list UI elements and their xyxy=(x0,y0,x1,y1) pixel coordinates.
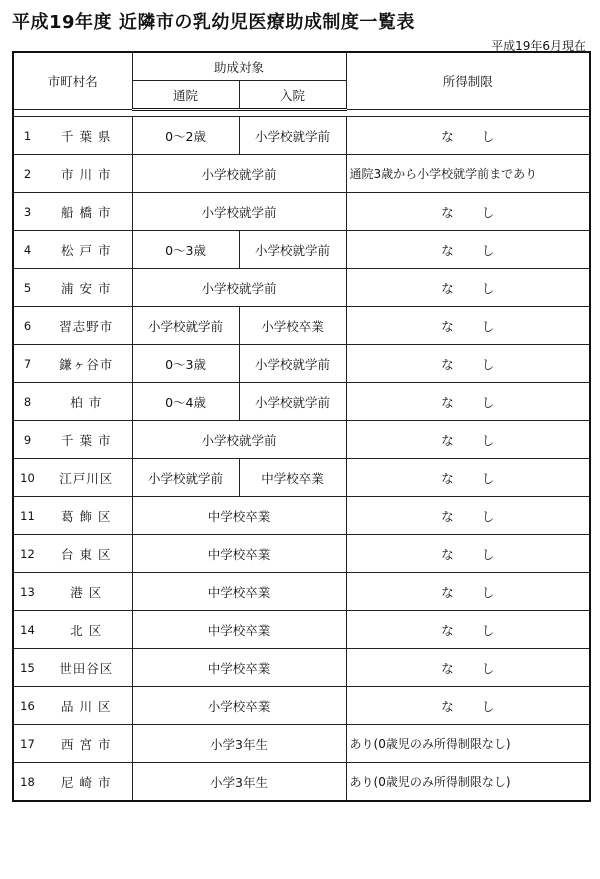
municipality-name: 江戸川区 xyxy=(41,459,132,497)
municipality-name: 市 川 市 xyxy=(41,155,132,193)
subsidy-target-both: 小学校就学前 xyxy=(132,269,346,307)
header-income-limit: 所得制限 xyxy=(346,52,590,110)
subsidy-inpatient: 中学校卒業 xyxy=(239,459,346,497)
header-outpatient: 通院 xyxy=(132,81,239,110)
table-row xyxy=(13,231,590,269)
income-limit: な し xyxy=(346,421,590,459)
header-subsidy-target: 助成対象 xyxy=(132,52,346,81)
table-row xyxy=(13,155,590,193)
subsidy-table xyxy=(12,51,591,802)
table-row xyxy=(13,421,590,459)
municipality-name: 世田谷区 xyxy=(41,649,132,687)
row-number: 11 xyxy=(13,497,41,535)
table-row xyxy=(13,573,590,611)
income-limit: な し xyxy=(346,649,590,687)
municipality-name: 浦 安 市 xyxy=(41,269,132,307)
table-row xyxy=(13,649,590,687)
table-row xyxy=(13,535,590,573)
row-number: 12 xyxy=(13,535,41,573)
municipality-name: 船 橋 市 xyxy=(41,193,132,231)
municipality-name: 柏 市 xyxy=(41,383,132,421)
subsidy-target-both: 中学校卒業 xyxy=(132,535,346,573)
table-row xyxy=(13,345,590,383)
row-number: 15 xyxy=(13,649,41,687)
income-limit: な し xyxy=(346,231,590,269)
row-number: 1 xyxy=(13,117,41,155)
subsidy-inpatient: 小学校卒業 xyxy=(239,307,346,345)
row-number: 14 xyxy=(13,611,41,649)
table-row xyxy=(13,459,590,497)
income-limit: な し xyxy=(346,383,590,421)
income-limit: あり(0歳児のみ所得制限なし) xyxy=(346,725,590,763)
municipality-name: 千 葉 市 xyxy=(41,421,132,459)
income-limit: な し xyxy=(346,307,590,345)
row-number: 9 xyxy=(13,421,41,459)
table-row xyxy=(13,117,590,155)
table-row xyxy=(13,269,590,307)
subsidy-target-both: 小学校卒業 xyxy=(132,687,346,725)
income-limit: な し xyxy=(346,687,590,725)
subsidy-inpatient: 小学校就学前 xyxy=(239,345,346,383)
table-row xyxy=(13,687,590,725)
income-limit: な し xyxy=(346,573,590,611)
table-row xyxy=(13,193,590,231)
as-of-date: 平成19年6月現在 xyxy=(491,39,586,53)
row-number: 3 xyxy=(13,193,41,231)
income-limit: な し xyxy=(346,535,590,573)
income-limit: な し xyxy=(346,269,590,307)
municipality-name: 台 東 区 xyxy=(41,535,132,573)
municipality-name: 尼 崎 市 xyxy=(41,763,132,802)
row-number: 16 xyxy=(13,687,41,725)
subsidy-inpatient: 小学校就学前 xyxy=(239,117,346,155)
subsidy-inpatient: 小学校就学前 xyxy=(239,383,346,421)
subsidy-inpatient: 小学校就学前 xyxy=(239,231,346,269)
municipality-name: 習志野市 xyxy=(41,307,132,345)
income-limit: な し xyxy=(346,497,590,535)
header-inpatient: 入院 xyxy=(239,81,346,110)
municipality-name: 品 川 区 xyxy=(41,687,132,725)
subsidy-target-both: 小学校就学前 xyxy=(132,421,346,459)
page-title: 平成19年度 近隣市の乳幼児医療助成制度一覧表 xyxy=(12,12,415,33)
row-number: 18 xyxy=(13,763,41,802)
subsidy-outpatient: 0～4歳 xyxy=(132,383,239,421)
subsidy-outpatient: 小学校就学前 xyxy=(132,459,239,497)
subsidy-target-both: 小学3年生 xyxy=(132,763,346,802)
row-number: 6 xyxy=(13,307,41,345)
income-limit: な し xyxy=(346,117,590,155)
row-number: 13 xyxy=(13,573,41,611)
municipality-name: 葛 飾 区 xyxy=(41,497,132,535)
subsidy-outpatient: 0～2歳 xyxy=(132,117,239,155)
subsidy-target-both: 小学3年生 xyxy=(132,725,346,763)
row-number: 4 xyxy=(13,231,41,269)
row-number: 10 xyxy=(13,459,41,497)
municipality-name: 千 葉 県 xyxy=(41,117,132,155)
row-number: 17 xyxy=(13,725,41,763)
table-row xyxy=(13,497,590,535)
subsidy-target-both: 中学校卒業 xyxy=(132,649,346,687)
subsidy-target-both: 中学校卒業 xyxy=(132,611,346,649)
table-row xyxy=(13,383,590,421)
row-number: 2 xyxy=(13,155,41,193)
income-limit: な し xyxy=(346,193,590,231)
municipality-name: 西 宮 市 xyxy=(41,725,132,763)
row-number: 7 xyxy=(13,345,41,383)
municipality-name: 港 区 xyxy=(41,573,132,611)
header-municipality: 市町村名 xyxy=(13,52,132,110)
subsidy-outpatient: 0～3歳 xyxy=(132,231,239,269)
income-limit: な し xyxy=(346,611,590,649)
income-limit: 通院3歳から小学校就学前まであり xyxy=(346,155,590,193)
municipality-name: 北 区 xyxy=(41,611,132,649)
table-row xyxy=(13,611,590,649)
municipality-name: 鎌ヶ谷市 xyxy=(41,345,132,383)
subsidy-outpatient: 0～3歳 xyxy=(132,345,239,383)
income-limit: な し xyxy=(346,459,590,497)
row-number: 5 xyxy=(13,269,41,307)
subsidy-target-both: 中学校卒業 xyxy=(132,573,346,611)
table-row xyxy=(13,307,590,345)
subsidy-target-both: 小学校就学前 xyxy=(132,193,346,231)
income-limit: あり(0歳児のみ所得制限なし) xyxy=(346,763,590,802)
table-row xyxy=(13,763,590,802)
subsidy-outpatient: 小学校就学前 xyxy=(132,307,239,345)
income-limit: な し xyxy=(346,345,590,383)
table-row xyxy=(13,725,590,763)
subsidy-target-both: 中学校卒業 xyxy=(132,497,346,535)
subsidy-target-both: 小学校就学前 xyxy=(132,155,346,193)
row-number: 8 xyxy=(13,383,41,421)
municipality-name: 松 戸 市 xyxy=(41,231,132,269)
